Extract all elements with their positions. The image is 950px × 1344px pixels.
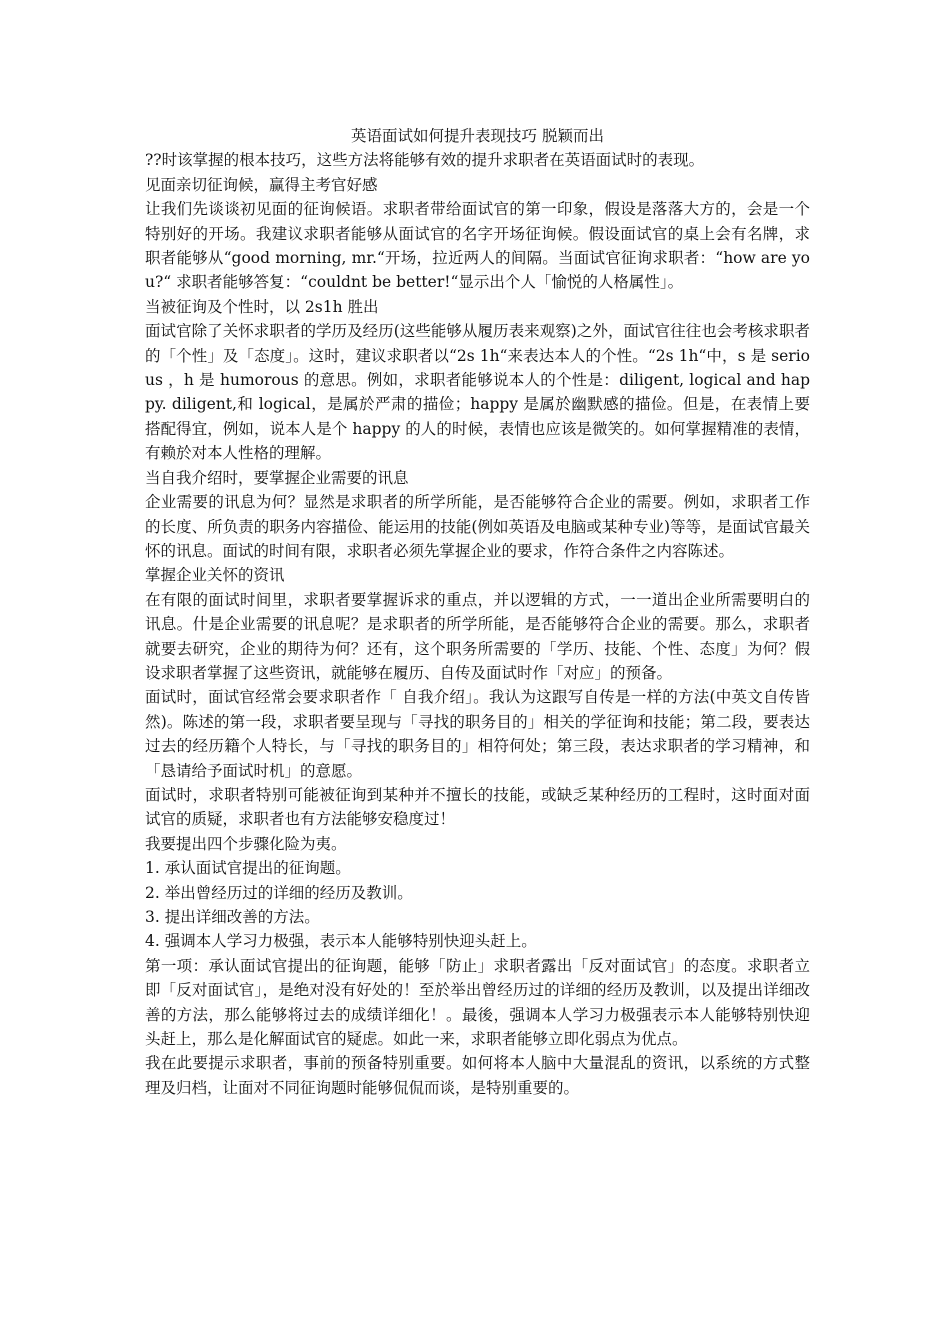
paragraph-company-info: 在有限的面试时间里，求职者要掌握诉求的重点，并以逻辑的方式，一一道出企业所需要明白的讯息。什是企业需要的讯息呢？是求职者的所学所能，是否能够符合企业的需要。那么，求职者就要去研究，企业的期待为何？还有，这个职务所需要的「学历、技能、个性、态度」为何？假设求职者掌握了这些资讯，就能够在履历、自传及面试时作「对应」的预备。: [145, 590, 810, 682]
paragraph-self-introduction-method: 面试时，面试官经常会要求职者作「 自我介绍」。我认为这跟写自传是一样的方法(中英文自传皆然)。陈述的第一段，求职者要呈现与「寻找的职务目的」相关的学征询和技能；第二段，要表达过去的经历籍个人特长，与「寻找的职务目的」相符何处；第三段，表达求职者的学习精神，和「恳请给予面试时机」的意愿。: [145, 688, 810, 780]
document-body: [145, 124, 810, 1100]
paragraph-conclusion: 我在此要提示求职者，事前的预备特别重要。如何将本人脑中大量混乱的资讯，以系统的方式整理及归档，让面对不同征询题时能够侃侃而谈，是特别重要的。: [145, 1054, 810, 1097]
paragraph-four-steps: 我要提出四个步骤化险为夷。: [145, 834, 347, 853]
list-item-step-1: 1. 承认面试官提出的征询题。: [145, 859, 351, 878]
section-heading-company-info: 掌握企业关怀的资讯: [145, 566, 285, 585]
list-item-step-4: 4. 强调本人学习力极强，表示本人能够特别快迎头赶上。: [145, 932, 537, 951]
paragraph-intro: ??时该掌握的根本技巧，这些方法将能够有效的提升求职者在英语面试时的表现。: [145, 151, 705, 170]
list-item-step-2: 2. 举出曾经历过的详细的经历及教训。: [145, 883, 413, 902]
section-heading-self-intro: 当自我介绍时，要掌握企业需要的讯息: [145, 468, 409, 487]
paragraph-personality: 面试官除了关怀求职者的学历及经历(这些能够从履历表来观察)之外，面试官往往也会考核求职者的「个性」及「态度」。这时，建议求职者以“2s 1h“来表达本人的个性。“2s 1h“中，s 是 serious ，h 是 humorous 的意思。例如，求职者能够说本人的个性是：diligent, logical and happy. diligent,和 logical，是属於严肃的描俭；happy 是属於幽默感的描俭。但是，在表情上要搭配得宜，例如，说本人是个 happy 的人的时候，表情也应该是微笑的。如何掌握精准的表情，有赖於对本人性格的理解。: [145, 322, 810, 463]
document-title: 英语面试如何提升表现技巧 脱颖而出: [351, 127, 604, 145]
section-heading-personality: 当被征询及个性时，以 2s1h 胜出: [145, 297, 379, 316]
list-item-step-3: 3. 提出详细改善的方法。: [145, 908, 320, 926]
paragraph-weakness: 面试时，求职者特别可能被征询到某种并不擅长的技能，或缺乏某种经历的工程时，这时面对面试官的质疑，求职者也有方法能够安稳度过！: [145, 785, 810, 829]
paragraph-self-intro: 企业需要的讯息为何？显然是求职者的所学所能，是否能够符合企业的需要。例如，求职者工作的长度、所负责的职务内容描俭、能运用的技能(例如英语及电脑或某种专业)等等，是面试官最关怀的讯息。面试的时间有限，求职者必须先掌握企业的要求，作符合条件之内容陈述。: [145, 493, 810, 560]
paragraph-step-explanation: 第一项：承认面试官提出的征询题，能够「防止」求职者露出「反对面试官」的态度。求职者立即「反对面试官」，是绝对没有好处的！至於举出曾经历过的详细的经历及教训，以及提出详细改善的方法，那么能够将过去的成绩详细化！。最後，强调本人学习力极强表示本人能够特别快迎头赶上，那么是化解面试官的疑虑。如此一来，求职者能够立即化弱点为优点。: [145, 956, 810, 1049]
section-heading-greeting: 见面亲切征询候，赢得主考官好感: [145, 175, 378, 194]
paragraph-greeting: 让我们先谈谈初见面的征询候语。求职者带给面试官的第一印象，假设是落落大方的，会是一个特别好的开场。我建议求职者能够从面试官的名字开场征询候。假设面试官的桌上会有名牌，求职者能够从“good morning, mr.“开场，拉近两人的间隔。当面试官征询求职者：“how are you?“ 求职者能够答复：“couldnt be better!“显示出个人「愉悦的人格属性」。: [145, 200, 810, 292]
